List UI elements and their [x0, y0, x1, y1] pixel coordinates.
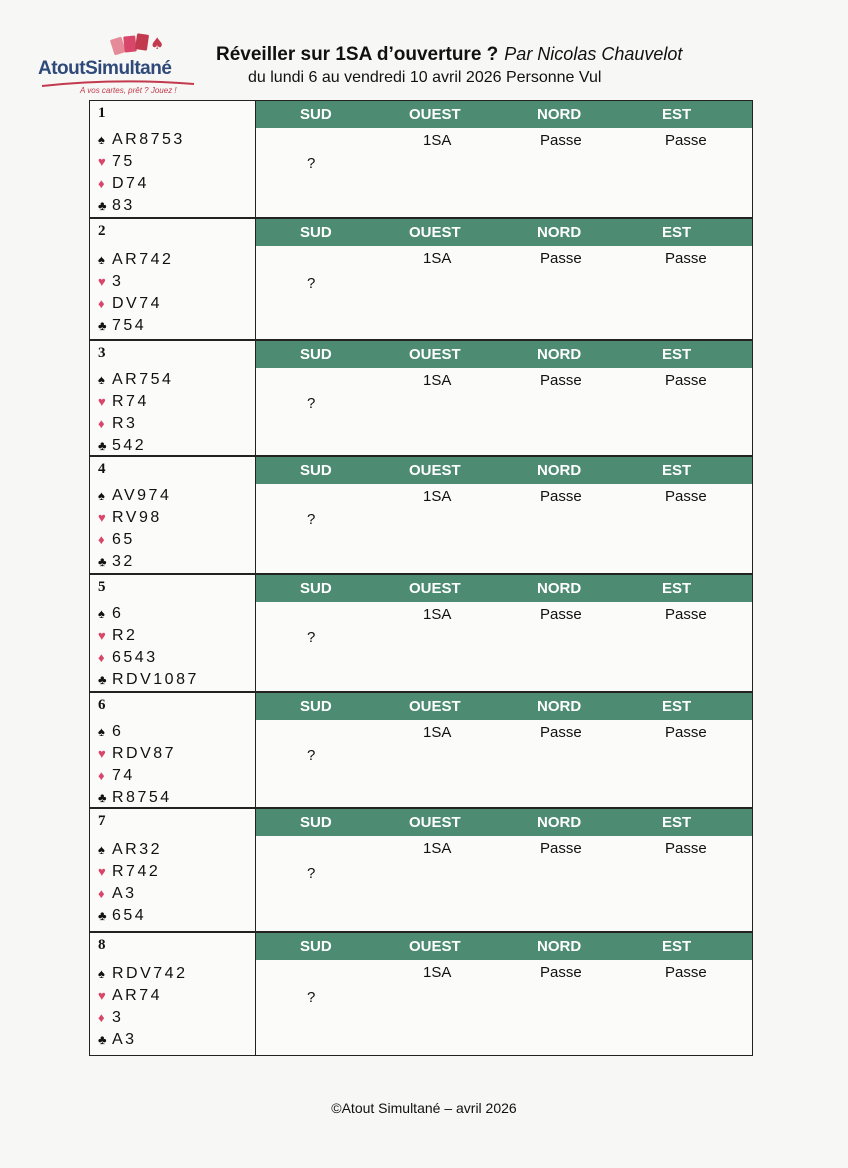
- svg-text:♠: ♠: [150, 34, 165, 53]
- call-sud-question: ?: [307, 511, 316, 528]
- diamonds-cards: 74: [112, 767, 135, 784]
- club-icon: ♣: [98, 908, 107, 923]
- hand-diamonds: [98, 885, 137, 903]
- club-icon: ♣: [98, 438, 107, 453]
- call-sud-question: ?: [307, 275, 316, 292]
- column-nord: NORD: [537, 698, 582, 715]
- diamonds-cards: DV74: [112, 295, 163, 312]
- call-nord: Passe: [540, 372, 582, 389]
- diamonds-cards: R3: [112, 415, 138, 432]
- hand-panel: [90, 101, 256, 217]
- hearts-cards: R2: [112, 627, 138, 644]
- hand-panel: [90, 809, 256, 931]
- club-icon: ♣: [98, 554, 107, 569]
- heart-icon: ♥: [98, 864, 106, 879]
- hand-clubs: [98, 907, 146, 925]
- column-ouest: OUEST: [409, 814, 461, 831]
- spades-cards: AR32: [112, 841, 163, 858]
- hearts-cards: RDV87: [112, 745, 177, 762]
- heart-icon: ♥: [98, 394, 106, 409]
- call-nord: Passe: [540, 840, 582, 857]
- deal-number: 2: [98, 223, 106, 239]
- diamond-icon: ♦: [98, 650, 105, 665]
- diamonds-cards: 65: [112, 531, 135, 548]
- spades-cards: 6: [112, 605, 124, 622]
- column-est: EST: [662, 462, 692, 479]
- club-icon: ♣: [98, 790, 107, 805]
- call-ouest: 1SA: [423, 840, 452, 857]
- call-nord: Passe: [540, 132, 582, 149]
- hand-panel: [90, 457, 256, 573]
- hand-spades: [98, 131, 185, 149]
- spade-icon: ♠: [98, 724, 105, 739]
- call-est: Passe: [665, 488, 707, 505]
- heart-icon: ♥: [98, 628, 106, 643]
- call-ouest: 1SA: [423, 250, 452, 267]
- heart-icon: ♥: [98, 746, 106, 761]
- deal-6: [89, 692, 753, 808]
- bidding-header: [256, 693, 752, 720]
- hand-hearts: [98, 273, 123, 291]
- call-sud-question: ?: [307, 155, 316, 172]
- page-subtitle: du lundi 6 au vendredi 10 avril 2026 Personne Vul: [248, 69, 602, 86]
- hand-clubs: [98, 553, 135, 571]
- bidding-header: [256, 341, 752, 368]
- club-icon: ♣: [98, 318, 107, 333]
- call-ouest: 1SA: [423, 372, 452, 389]
- deal-number: 5: [98, 579, 106, 595]
- call-nord: Passe: [540, 964, 582, 981]
- column-nord: NORD: [537, 346, 582, 363]
- hand-spades: [98, 723, 123, 741]
- diamond-icon: ♦: [98, 416, 105, 431]
- call-est: Passe: [665, 250, 707, 267]
- call-sud-question: ?: [307, 747, 316, 764]
- author: Par Nicolas Chauvelot: [504, 44, 683, 64]
- call-nord: Passe: [540, 250, 582, 267]
- deal-number: 8: [98, 937, 106, 953]
- diamonds-cards: 3: [112, 1009, 124, 1026]
- spade-icon: ♠: [98, 966, 105, 981]
- deal-3: [89, 340, 753, 456]
- hand-spades: [98, 605, 123, 623]
- column-ouest: OUEST: [409, 346, 461, 363]
- deal-4: [89, 456, 753, 574]
- column-sud: SUD: [300, 814, 332, 831]
- clubs-cards: 83: [112, 197, 135, 214]
- call-nord: Passe: [540, 724, 582, 741]
- deal-2: [89, 218, 753, 340]
- hand-panel: [90, 341, 256, 455]
- deal-1: [89, 100, 753, 218]
- call-est: Passe: [665, 964, 707, 981]
- spades-cards: AR754: [112, 371, 174, 388]
- call-est: Passe: [665, 132, 707, 149]
- column-ouest: OUEST: [409, 224, 461, 241]
- deal-number: 1: [98, 105, 106, 121]
- hearts-cards: R74: [112, 393, 149, 410]
- call-est: Passe: [665, 724, 707, 741]
- hand-diamonds: [98, 767, 135, 785]
- deal-5: [89, 574, 753, 692]
- deal-number: 4: [98, 461, 106, 477]
- logo-tagline: A vos cartes, prêt ? Jouez !: [80, 86, 177, 95]
- clubs-cards: 654: [112, 907, 147, 924]
- heart-icon: ♥: [98, 154, 106, 169]
- column-ouest: OUEST: [409, 580, 461, 597]
- spade-icon: ♠: [98, 842, 105, 857]
- hand-hearts: [98, 393, 149, 411]
- hand-diamonds: [98, 1009, 123, 1027]
- column-est: EST: [662, 106, 692, 123]
- column-ouest: OUEST: [409, 698, 461, 715]
- clubs-cards: R8754: [112, 789, 172, 806]
- column-sud: SUD: [300, 224, 332, 241]
- bidding-header: [256, 457, 752, 484]
- hand-diamonds: [98, 175, 149, 193]
- spade-icon: ♠: [98, 252, 105, 267]
- deal-number: 3: [98, 345, 106, 361]
- hand-spades: [98, 965, 187, 983]
- club-icon: ♣: [98, 198, 107, 213]
- call-est: Passe: [665, 606, 707, 623]
- bidding-header: [256, 933, 752, 960]
- column-sud: SUD: [300, 698, 332, 715]
- heart-icon: ♥: [98, 274, 106, 289]
- atout-simultane-logo: [36, 28, 206, 98]
- hand-diamonds: [98, 295, 162, 313]
- column-nord: NORD: [537, 814, 582, 831]
- call-est: Passe: [665, 372, 707, 389]
- column-nord: NORD: [537, 224, 582, 241]
- spade-icon: ♠: [98, 488, 105, 503]
- deal-7: [89, 808, 753, 932]
- hand-hearts: [98, 987, 162, 1005]
- call-nord: Passe: [540, 606, 582, 623]
- hand-spades: [98, 841, 162, 859]
- hand-clubs: [98, 1031, 137, 1049]
- column-est: EST: [662, 224, 692, 241]
- column-est: EST: [662, 580, 692, 597]
- hand-clubs: [98, 197, 135, 215]
- hand-spades: [98, 487, 171, 505]
- column-nord: NORD: [537, 462, 582, 479]
- playing-cards-icon: [82, 32, 172, 58]
- diamond-icon: ♦: [98, 176, 105, 191]
- column-nord: NORD: [537, 580, 582, 597]
- spade-icon: ♠: [98, 372, 105, 387]
- diamond-icon: ♦: [98, 886, 105, 901]
- hand-clubs: [98, 437, 146, 455]
- hand-panel: [90, 933, 256, 1055]
- hand-clubs: [98, 317, 146, 335]
- clubs-cards: 32: [112, 553, 135, 570]
- spade-icon: ♠: [98, 606, 105, 621]
- spade-icon: ♠: [98, 132, 105, 147]
- hearts-cards: AR74: [112, 987, 163, 1004]
- hand-panel: [90, 575, 256, 691]
- deal-number: 7: [98, 813, 106, 829]
- column-est: EST: [662, 814, 692, 831]
- hearts-cards: 3: [112, 273, 124, 290]
- column-sud: SUD: [300, 346, 332, 363]
- hand-hearts: [98, 627, 137, 645]
- spades-cards: AR8753: [112, 131, 185, 148]
- hearts-cards: RV98: [112, 509, 162, 526]
- column-nord: NORD: [537, 938, 582, 955]
- clubs-cards: 754: [112, 317, 147, 334]
- page-title: [216, 44, 682, 66]
- hand-panel: [90, 693, 256, 807]
- column-ouest: OUEST: [409, 462, 461, 479]
- hand-panel: [90, 219, 256, 339]
- bidding-header: [256, 101, 752, 128]
- diamonds-cards: D74: [112, 175, 149, 192]
- hand-diamonds: [98, 415, 137, 433]
- call-ouest: 1SA: [423, 964, 452, 981]
- bidding-header: [256, 809, 752, 836]
- column-est: EST: [662, 938, 692, 955]
- column-est: EST: [662, 698, 692, 715]
- club-icon: ♣: [98, 1032, 107, 1047]
- hand-clubs: [98, 789, 172, 807]
- column-nord: NORD: [537, 106, 582, 123]
- hand-diamonds: [98, 531, 135, 549]
- diamond-icon: ♦: [98, 1010, 105, 1025]
- hand-hearts: [98, 153, 135, 171]
- bidding-header: [256, 575, 752, 602]
- bidding-header: [256, 219, 752, 246]
- column-sud: SUD: [300, 580, 332, 597]
- column-ouest: OUEST: [409, 938, 461, 955]
- column-ouest: OUEST: [409, 106, 461, 123]
- hand-clubs: [98, 671, 199, 689]
- column-est: EST: [662, 346, 692, 363]
- clubs-cards: A3: [112, 1031, 137, 1048]
- clubs-cards: RDV1087: [112, 671, 199, 688]
- hand-hearts: [98, 509, 162, 527]
- call-nord: Passe: [540, 488, 582, 505]
- column-sud: SUD: [300, 462, 332, 479]
- call-ouest: 1SA: [423, 488, 452, 505]
- call-sud-question: ?: [307, 629, 316, 646]
- diamond-icon: ♦: [98, 532, 105, 547]
- column-sud: SUD: [300, 106, 332, 123]
- deal-8: [89, 932, 753, 1056]
- call-ouest: 1SA: [423, 606, 452, 623]
- footer: ©Atout Simultané – avril 2026: [331, 1100, 517, 1116]
- call-ouest: 1SA: [423, 724, 452, 741]
- hand-diamonds: [98, 649, 158, 667]
- call-sud-question: ?: [307, 865, 316, 882]
- diamonds-cards: 6543: [112, 649, 158, 666]
- title-text: Réveiller sur 1SA d’ouverture ?: [216, 44, 499, 65]
- diamonds-cards: A3: [112, 885, 137, 902]
- hand-spades: [98, 251, 173, 269]
- logo-brand: AtoutSimultané: [38, 58, 172, 79]
- hand-spades: [98, 371, 173, 389]
- call-sud-question: ?: [307, 989, 316, 1006]
- call-sud-question: ?: [307, 395, 316, 412]
- spades-cards: RDV742: [112, 965, 188, 982]
- hearts-cards: R742: [112, 863, 161, 880]
- call-ouest: 1SA: [423, 132, 452, 149]
- call-est: Passe: [665, 840, 707, 857]
- deal-number: 6: [98, 697, 106, 713]
- club-icon: ♣: [98, 672, 107, 687]
- diamond-icon: ♦: [98, 296, 105, 311]
- spades-cards: AR742: [112, 251, 174, 268]
- hearts-cards: 75: [112, 153, 135, 170]
- spades-cards: AV974: [112, 487, 172, 504]
- hand-hearts: [98, 745, 176, 763]
- heart-icon: ♥: [98, 988, 106, 1003]
- hand-hearts: [98, 863, 160, 881]
- spades-cards: 6: [112, 723, 124, 740]
- diamond-icon: ♦: [98, 768, 105, 783]
- column-sud: SUD: [300, 938, 332, 955]
- heart-icon: ♥: [98, 510, 106, 525]
- clubs-cards: 542: [112, 437, 147, 454]
